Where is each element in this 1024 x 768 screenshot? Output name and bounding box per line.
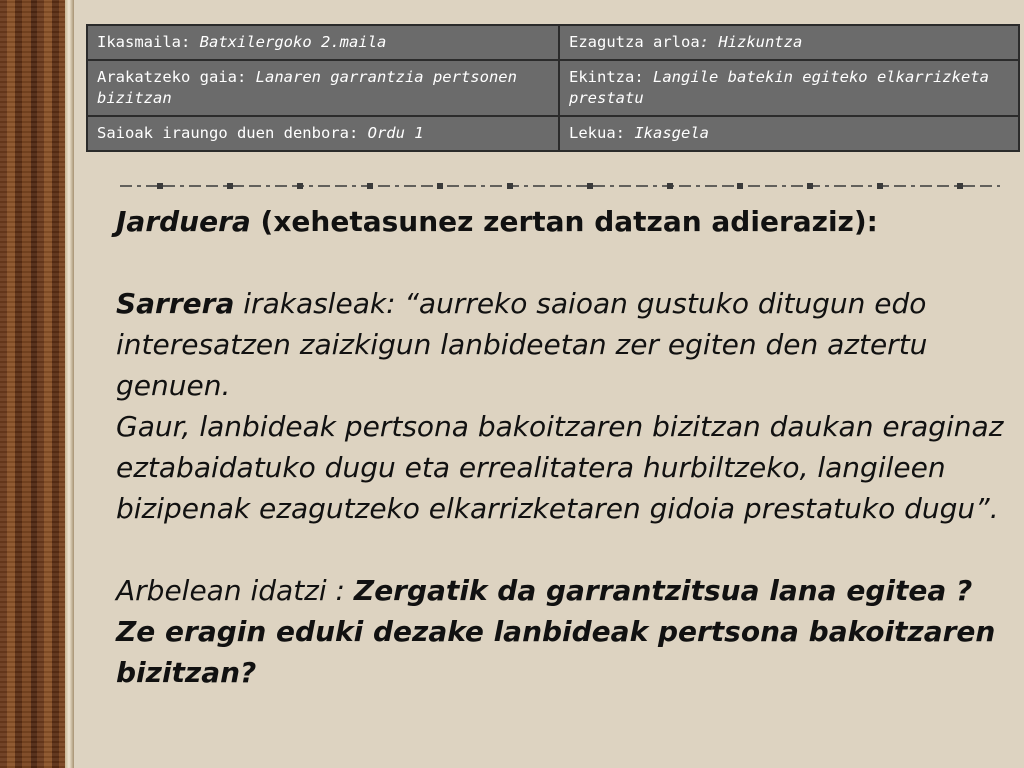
table-row [87,25,1019,60]
wood-frame-decoration [0,0,74,768]
activity-description [116,201,1006,693]
table-cell [559,25,1019,60]
table-row [87,116,1019,151]
cell-label: Lekua: [569,124,625,142]
table-cell [87,60,559,116]
cell-label: Saioak iraungo duen denbora: [97,124,359,142]
board-label: Arbelean idatzi : [116,574,354,607]
cell-value: Langile batekin egiteko elkarrizketa prestatu [569,68,989,107]
table-cell [87,25,559,60]
info-table [86,24,1020,152]
intro-paragraph [116,283,1006,406]
table-row [87,60,1019,116]
cell-value: Batxilergoko 2.maila [199,33,387,51]
table-cell [559,60,1019,116]
cell-label: Ikasmaila: [97,33,191,51]
table-cell [559,116,1019,151]
cell-value: Ikasgela [634,124,709,142]
cell-value: Lanaren garrantzia pertsonen bizitzan [97,68,517,107]
cell-label: Ezagutza arloa [569,33,700,51]
cell-value: Ordu 1 [367,124,424,142]
heading-rest: (xehetasunez zertan datzan adieraziz): [250,205,878,238]
intro-paragraph-2 [116,406,1006,529]
table-cell [87,116,559,151]
board-paragraph [116,570,1006,693]
heading-italic: Jarduera [116,205,251,238]
intro-text-2: Gaur, lanbideak pertsona bakoitzaren bizitzan daukan eraginaz eztabaidatuko dugu eta errealitatera hurbiltzeko, langileen bizipenak ezagutzeko elkarrizketaren gidoia prestatuko dugu”. [116,410,1004,525]
board-question: Zergatik da garrantzitsua lana egitea ? Ze eragin eduki dezake lanbideak pertsona bakoitzaren bizitzan? [116,574,996,689]
frame-edge [65,0,74,768]
intro-text: irakasleak: “aurreko saioan gustuko ditugun edo interesatzen zaizkigun lanbideetan zer egiten den aztertu genuen. [116,287,928,402]
cell-value: : Hizkuntza [699,33,803,51]
dashed-divider [120,181,1000,191]
section-heading [116,201,1006,242]
cell-label: Ekintza: [569,68,644,86]
cell-label: Arakatzeko gaia: [97,68,247,86]
intro-label: Sarrera [116,287,235,320]
